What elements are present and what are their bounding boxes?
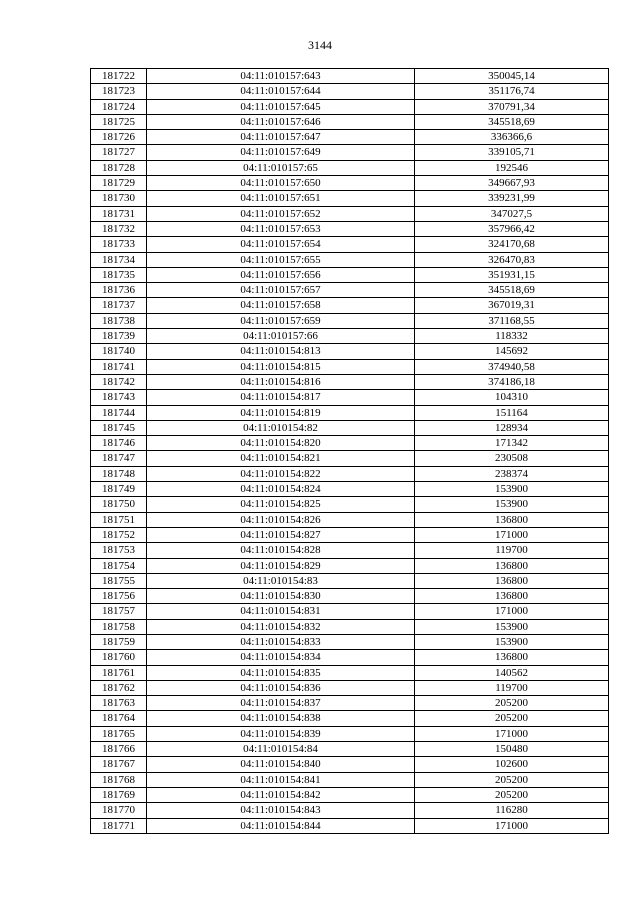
row-number-cell: 181760 xyxy=(91,650,147,665)
row-number-cell: 181734 xyxy=(91,252,147,267)
value-cell: 119700 xyxy=(415,680,609,695)
table-row xyxy=(91,420,609,435)
table-row xyxy=(91,221,609,236)
row-number-cell: 181733 xyxy=(91,237,147,252)
table-row xyxy=(91,114,609,129)
table-row xyxy=(91,344,609,359)
table-row xyxy=(91,84,609,99)
cadastral-number-cell: 04:11:010154:815 xyxy=(147,359,415,374)
value-cell: 351931,15 xyxy=(415,267,609,282)
cadastral-number-cell: 04:11:010154:839 xyxy=(147,726,415,741)
cadastral-number-cell: 04:11:010157:658 xyxy=(147,298,415,313)
row-number-cell: 181740 xyxy=(91,344,147,359)
table-row xyxy=(91,742,609,757)
row-number-cell: 181725 xyxy=(91,114,147,129)
cadastral-number-cell: 04:11:010154:829 xyxy=(147,558,415,573)
row-number-cell: 181751 xyxy=(91,512,147,527)
table-row xyxy=(91,726,609,741)
row-number-cell: 181737 xyxy=(91,298,147,313)
value-cell: 104310 xyxy=(415,390,609,405)
value-cell: 136800 xyxy=(415,650,609,665)
row-number-cell: 181769 xyxy=(91,787,147,802)
row-number-cell: 181732 xyxy=(91,221,147,236)
cadastral-number-cell: 04:11:010154:830 xyxy=(147,589,415,604)
table-row xyxy=(91,696,609,711)
cadastral-number-cell: 04:11:010157:655 xyxy=(147,252,415,267)
table-row xyxy=(91,558,609,573)
row-number-cell: 181727 xyxy=(91,145,147,160)
cadastral-number-cell: 04:11:010154:822 xyxy=(147,466,415,481)
value-cell: 118332 xyxy=(415,329,609,344)
cadastral-number-cell: 04:11:010157:65 xyxy=(147,160,415,175)
cadastral-number-cell: 04:11:010157:657 xyxy=(147,283,415,298)
value-cell: 336366,6 xyxy=(415,130,609,145)
cadastral-number-cell: 04:11:010154:842 xyxy=(147,787,415,802)
cadastral-number-cell: 04:11:010154:825 xyxy=(147,497,415,512)
table-body xyxy=(91,69,609,834)
cadastral-number-cell: 04:11:010157:654 xyxy=(147,237,415,252)
value-cell: 230508 xyxy=(415,451,609,466)
value-cell: 171342 xyxy=(415,436,609,451)
value-cell: 116280 xyxy=(415,803,609,818)
row-number-cell: 181770 xyxy=(91,803,147,818)
cadastral-number-cell: 04:11:010154:819 xyxy=(147,405,415,420)
row-number-cell: 181759 xyxy=(91,634,147,649)
table-row xyxy=(91,512,609,527)
value-cell: 136800 xyxy=(415,512,609,527)
cadastral-number-cell: 04:11:010154:824 xyxy=(147,482,415,497)
table-row xyxy=(91,634,609,649)
value-cell: 339231,99 xyxy=(415,191,609,206)
cadastral-number-cell: 04:11:010157:647 xyxy=(147,130,415,145)
row-number-cell: 181742 xyxy=(91,374,147,389)
value-cell: 351176,74 xyxy=(415,84,609,99)
table-row xyxy=(91,267,609,282)
cadastral-number-cell: 04:11:010154:832 xyxy=(147,619,415,634)
cadastral-number-cell: 04:11:010157:659 xyxy=(147,313,415,328)
value-cell: 339105,71 xyxy=(415,145,609,160)
cadastral-number-cell: 04:11:010154:831 xyxy=(147,604,415,619)
cadastral-number-cell: 04:11:010154:82 xyxy=(147,420,415,435)
table-row xyxy=(91,650,609,665)
value-cell: 136800 xyxy=(415,589,609,604)
value-cell: 371168,55 xyxy=(415,313,609,328)
value-cell: 367019,31 xyxy=(415,298,609,313)
cadastral-number-cell: 04:11:010157:653 xyxy=(147,221,415,236)
value-cell: 136800 xyxy=(415,573,609,588)
table-row xyxy=(91,99,609,114)
value-cell: 171000 xyxy=(415,818,609,833)
cadastral-number-cell: 04:11:010157:646 xyxy=(147,114,415,129)
table-row xyxy=(91,787,609,802)
table-row xyxy=(91,573,609,588)
row-number-cell: 181749 xyxy=(91,482,147,497)
value-cell: 374186,18 xyxy=(415,374,609,389)
row-number-cell: 181729 xyxy=(91,176,147,191)
row-number-cell: 181757 xyxy=(91,604,147,619)
table-row xyxy=(91,665,609,680)
table-row xyxy=(91,206,609,221)
cadastral-number-cell: 04:11:010157:649 xyxy=(147,145,415,160)
cadastral-number-cell: 04:11:010157:645 xyxy=(147,99,415,114)
value-cell: 192546 xyxy=(415,160,609,175)
row-number-cell: 181768 xyxy=(91,772,147,787)
cadastral-number-cell: 04:11:010154:834 xyxy=(147,650,415,665)
row-number-cell: 181758 xyxy=(91,619,147,634)
value-cell: 238374 xyxy=(415,466,609,481)
row-number-cell: 181744 xyxy=(91,405,147,420)
table-row xyxy=(91,711,609,726)
cadastral-number-cell: 04:11:010154:817 xyxy=(147,390,415,405)
table-row xyxy=(91,130,609,145)
cadastral-number-cell: 04:11:010157:652 xyxy=(147,206,415,221)
table-row xyxy=(91,818,609,833)
table-row xyxy=(91,497,609,512)
row-number-cell: 181730 xyxy=(91,191,147,206)
table-row xyxy=(91,237,609,252)
table-row xyxy=(91,436,609,451)
table-row xyxy=(91,176,609,191)
table-row xyxy=(91,405,609,420)
cadastral-number-cell: 04:11:010157:66 xyxy=(147,329,415,344)
value-cell: 357966,42 xyxy=(415,221,609,236)
row-number-cell: 181736 xyxy=(91,283,147,298)
cadastral-number-cell: 04:11:010154:840 xyxy=(147,757,415,772)
value-cell: 140562 xyxy=(415,665,609,680)
table-row xyxy=(91,359,609,374)
value-cell: 374940,58 xyxy=(415,359,609,374)
cadastral-number-cell: 04:11:010154:813 xyxy=(147,344,415,359)
row-number-cell: 181741 xyxy=(91,359,147,374)
value-cell: 171000 xyxy=(415,527,609,542)
table-row xyxy=(91,390,609,405)
cadastral-number-cell: 04:11:010154:843 xyxy=(147,803,415,818)
row-number-cell: 181767 xyxy=(91,757,147,772)
value-cell: 324170,68 xyxy=(415,237,609,252)
table-row xyxy=(91,298,609,313)
table-row xyxy=(91,527,609,542)
table-row xyxy=(91,313,609,328)
value-cell: 370791,34 xyxy=(415,99,609,114)
value-cell: 136800 xyxy=(415,558,609,573)
value-cell: 205200 xyxy=(415,772,609,787)
row-number-cell: 181765 xyxy=(91,726,147,741)
cadastral-number-cell: 04:11:010154:835 xyxy=(147,665,415,680)
value-cell: 171000 xyxy=(415,726,609,741)
table-row xyxy=(91,772,609,787)
cadastral-number-cell: 04:11:010154:84 xyxy=(147,742,415,757)
value-cell: 347027,5 xyxy=(415,206,609,221)
value-cell: 150480 xyxy=(415,742,609,757)
value-cell: 345518,69 xyxy=(415,283,609,298)
cadastral-number-cell: 04:11:010157:651 xyxy=(147,191,415,206)
value-cell: 153900 xyxy=(415,619,609,634)
value-cell: 171000 xyxy=(415,604,609,619)
table-row xyxy=(91,757,609,772)
table-row xyxy=(91,451,609,466)
row-number-cell: 181762 xyxy=(91,680,147,695)
cadastral-number-cell: 04:11:010154:816 xyxy=(147,374,415,389)
value-cell: 153900 xyxy=(415,482,609,497)
value-cell: 205200 xyxy=(415,787,609,802)
cadastral-number-cell: 04:11:010154:841 xyxy=(147,772,415,787)
cadastral-number-cell: 04:11:010157:643 xyxy=(147,69,415,84)
row-number-cell: 181738 xyxy=(91,313,147,328)
cadastral-number-cell: 04:11:010157:644 xyxy=(147,84,415,99)
row-number-cell: 181735 xyxy=(91,267,147,282)
table-row xyxy=(91,482,609,497)
cadastral-number-cell: 04:11:010154:833 xyxy=(147,634,415,649)
registry-table xyxy=(90,68,609,834)
value-cell: 153900 xyxy=(415,634,609,649)
table-row xyxy=(91,283,609,298)
value-cell: 119700 xyxy=(415,543,609,558)
row-number-cell: 181763 xyxy=(91,696,147,711)
row-number-cell: 181748 xyxy=(91,466,147,481)
row-number-cell: 181755 xyxy=(91,573,147,588)
row-number-cell: 181771 xyxy=(91,818,147,833)
row-number-cell: 181745 xyxy=(91,420,147,435)
row-number-cell: 181764 xyxy=(91,711,147,726)
row-number-cell: 181750 xyxy=(91,497,147,512)
value-cell: 326470,83 xyxy=(415,252,609,267)
row-number-cell: 181761 xyxy=(91,665,147,680)
table-row xyxy=(91,803,609,818)
row-number-cell: 181728 xyxy=(91,160,147,175)
row-number-cell: 181752 xyxy=(91,527,147,542)
table-row xyxy=(91,543,609,558)
row-number-cell: 181731 xyxy=(91,206,147,221)
cadastral-number-cell: 04:11:010154:837 xyxy=(147,696,415,711)
table-row xyxy=(91,252,609,267)
row-number-cell: 181754 xyxy=(91,558,147,573)
table-row xyxy=(91,466,609,481)
table-row xyxy=(91,145,609,160)
cadastral-number-cell: 04:11:010154:83 xyxy=(147,573,415,588)
value-cell: 345518,69 xyxy=(415,114,609,129)
table-row xyxy=(91,160,609,175)
row-number-cell: 181753 xyxy=(91,543,147,558)
row-number-cell: 181724 xyxy=(91,99,147,114)
row-number-cell: 181743 xyxy=(91,390,147,405)
cadastral-number-cell: 04:11:010157:650 xyxy=(147,176,415,191)
cadastral-number-cell: 04:11:010154:827 xyxy=(147,527,415,542)
row-number-cell: 181739 xyxy=(91,329,147,344)
row-number-cell: 181747 xyxy=(91,451,147,466)
value-cell: 205200 xyxy=(415,711,609,726)
value-cell: 153900 xyxy=(415,497,609,512)
row-number-cell: 181746 xyxy=(91,436,147,451)
cadastral-number-cell: 04:11:010157:656 xyxy=(147,267,415,282)
row-number-cell: 181723 xyxy=(91,84,147,99)
table-row xyxy=(91,680,609,695)
value-cell: 102600 xyxy=(415,757,609,772)
value-cell: 128934 xyxy=(415,420,609,435)
table-row xyxy=(91,374,609,389)
table-row xyxy=(91,604,609,619)
cadastral-number-cell: 04:11:010154:820 xyxy=(147,436,415,451)
cadastral-number-cell: 04:11:010154:821 xyxy=(147,451,415,466)
table-row xyxy=(91,589,609,604)
value-cell: 349667,93 xyxy=(415,176,609,191)
table-row xyxy=(91,191,609,206)
value-cell: 205200 xyxy=(415,696,609,711)
table-row xyxy=(91,329,609,344)
row-number-cell: 181722 xyxy=(91,69,147,84)
row-number-cell: 181766 xyxy=(91,742,147,757)
cadastral-number-cell: 04:11:010154:826 xyxy=(147,512,415,527)
row-number-cell: 181726 xyxy=(91,130,147,145)
value-cell: 145692 xyxy=(415,344,609,359)
value-cell: 350045,14 xyxy=(415,69,609,84)
value-cell: 151164 xyxy=(415,405,609,420)
table-row xyxy=(91,619,609,634)
table-row xyxy=(91,69,609,84)
row-number-cell: 181756 xyxy=(91,589,147,604)
cadastral-number-cell: 04:11:010154:838 xyxy=(147,711,415,726)
cadastral-number-cell: 04:11:010154:844 xyxy=(147,818,415,833)
cadastral-number-cell: 04:11:010154:828 xyxy=(147,543,415,558)
page-number: 3144 xyxy=(308,38,332,52)
cadastral-number-cell: 04:11:010154:836 xyxy=(147,680,415,695)
